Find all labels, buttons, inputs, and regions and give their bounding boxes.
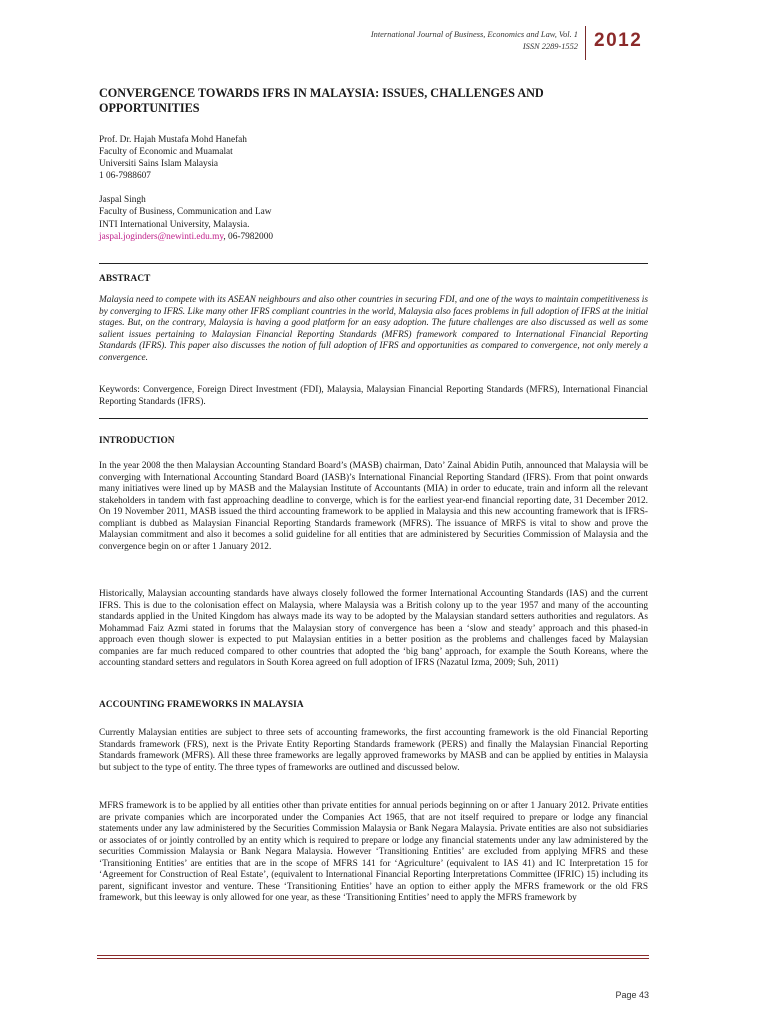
frameworks-heading: ACCOUNTING FRAMEWORKS IN MALAYSIA — [99, 700, 304, 710]
author-2-university: INTI International University, Malaysia. — [99, 219, 250, 230]
author-block — [99, 134, 273, 243]
footer-rule — [97, 955, 649, 956]
frameworks-paragraph-2: MFRS framework is to be applied by all entities other than private entities for annual periods beginning on or after 1 January 2012. Private entities are private companies which are incorporated under the Companies Act 1965, that are not itself required to prepare or lodge any financial statements under any law administered by the Securities Commission Malaysia or Bank Negara Malaysia. Private entities are also not subsidiaries or associates of or jointly controlled by an entity which is required to prepare or lodge any financial statements under any law administered by the securities Commission Malaysia or Bank Negara Malaysia. However ‘Transitioning Entities’ are excluded from applying MFRS and these ‘Transitioning Entities’ are entities that are in the scope of MFRS 141 for ‘Agriculture’ (equivalent to IAS 41) and IC Interpretation 15 for ‘Agreement for Construction of Real Estate’, (equivalent to International Financial Reporting Interpretations Committee (IFRIC) 15) including its parent, significant investor and venture. These ‘Transitioning Entities’ have an option to either apply the MFRS framework or the old FRS framework, but this leeway is only allowed for one year, as these ‘Transitioning Entities’ need to apply the MFRS framework by — [99, 801, 648, 904]
author-1-phone: 1 06-7988607 — [99, 171, 151, 182]
abstract-text: Malaysia need to compete with its ASEAN neighbours and also other countries in securing FDI, and one of the ways to maintain competitiveness is by converging to IFRS. Like many other IFRS compliant countries in the world, Malaysia also faces problems in full adoption of IFRS at the initial stages. But, on the contrary, Malaysia is having a good platform for an easy adoption. The future challenges are also discussed as well as some salient issues pertaining to Malaysian Financial Reporting Standards (MFRS) framework compared to International Financial Reporting Standards (IFRS). This paper also discusses the notion of full adoption of IFRS and opportunities as compared to convergence, not only merely a convergence. — [99, 295, 648, 363]
author-1-faculty: Faculty of Economic and Muamalat — [99, 147, 233, 158]
journal-title: International Journal of Business, Economics and Law, Vol. 1 — [370, 30, 578, 39]
journal-issn: ISSN 2289-1552 — [522, 41, 578, 51]
frameworks-paragraph-1: Currently Malaysian entities are subject to three sets of accounting frameworks, the first accounting framework is the old Financial Reporting Standards framework (FRS), next is the Private Entity Reporting Standards framework (PERS) and finally the Malaysian Financial Reporting Standards framework (MFRS). All these three frameworks are legally approved frameworks by MASB and can be applied by entities in Malaysia but subject to the type of entity. The three types of frameworks are outlined and discussed below. — [99, 728, 648, 773]
author-2-email-link[interactable]: jaspal.joginders@newinti.edu.my — [99, 231, 224, 242]
author-1-university: Universiti Sains Islam Malaysia — [99, 159, 219, 170]
introduction-paragraph-2: Historically, Malaysian accounting standards have always closely followed the former International Accounting Standards (IAS) and the current IFRS. This is due to the colonisation effect on Malaysia, where Malaysia was a British colony up to the year 1957 and many of the accounting standards applied in the United Kingdom has always made its way to be adopted by the Malaysian standard setters authorities and regulators. As Mohammad Faiz Azmi stated in forums that the Malaysian story of convergence has been a ‘slow and steady’ approach and this phased-in approach even though slower is expected to put Malaysian entities in a better position as the problems and challenges faced by Malaysian companies are far much reduced compared to other countries that adopted the ‘big bang’ approach, for example the South Koreans, where the accounting standard setters and regulators in South Korea agreed on full adoption of IFRS (Nazatul Izma, 2009; Suh, 2011) — [99, 589, 648, 669]
header-divider — [585, 26, 586, 60]
abstract-top-rule — [99, 263, 648, 264]
author-1-name: Prof. Dr. Hajah Mustafa Mohd Hanefah — [99, 135, 247, 145]
author-2-contact — [99, 231, 273, 243]
author-2 — [99, 194, 273, 242]
journal-header — [371, 29, 578, 52]
introduction-heading: INTRODUCTION — [99, 436, 175, 446]
paper-title: CONVERGENCE TOWARDS IFRS IN MALAYSIA: ISSUES, CHALLENGES AND OPPORTUNITIES — [99, 86, 544, 115]
header-year: 2012 — [594, 30, 643, 51]
author-2-name: Jaspal Singh — [99, 195, 146, 206]
abstract-heading: ABSTRACT — [99, 274, 151, 284]
page-number: Page 43 — [615, 990, 649, 1000]
author-1 — [99, 134, 273, 182]
introduction-paragraph-1: In the year 2008 the then Malaysian Accounting Standard Board’s (MASB) chairman, Dato’ Zainal Abidin Putih, announced that Malaysia will be converging with International Accounting Standard Board (IASB)’s International Financial Reporting Standard (IFRS). From that point onwards many initiatives were lined up by MASB and the Malaysian Institute of Accountants (MIA) in order to educate, train and inform all the relevant stakeholders in tandem with fast approaching deadline to converge, which is for the earliest year-end financial reporting date, 31 December 2012. On 19 November 2011, MASB issued the third accounting framework to be applied in Malaysia and this new accounting framework that is IFRS-compliant is dubbed as Malaysian Financial Reporting Standards framework (MFRS). The issuance of MRFS is vital to show and prove the Malaysian commitment and also it becomes a solid guideline for all entities that are administered by Securities Commission of Malaysia and the convergence begin on or after 1 January 2012. — [99, 461, 648, 552]
author-2-phone: , 06-7982000 — [223, 231, 273, 242]
keywords: Keywords: Convergence, Foreign Direct Investment (FDI), Malaysia, Malaysian Financial Reporting Standards (MFRS), International Financial Reporting Standards (IFRS). — [99, 385, 648, 407]
footer-rule-thin — [97, 958, 649, 959]
author-2-faculty: Faculty of Business, Communication and Law — [99, 207, 272, 218]
abstract-bottom-rule — [99, 418, 648, 419]
